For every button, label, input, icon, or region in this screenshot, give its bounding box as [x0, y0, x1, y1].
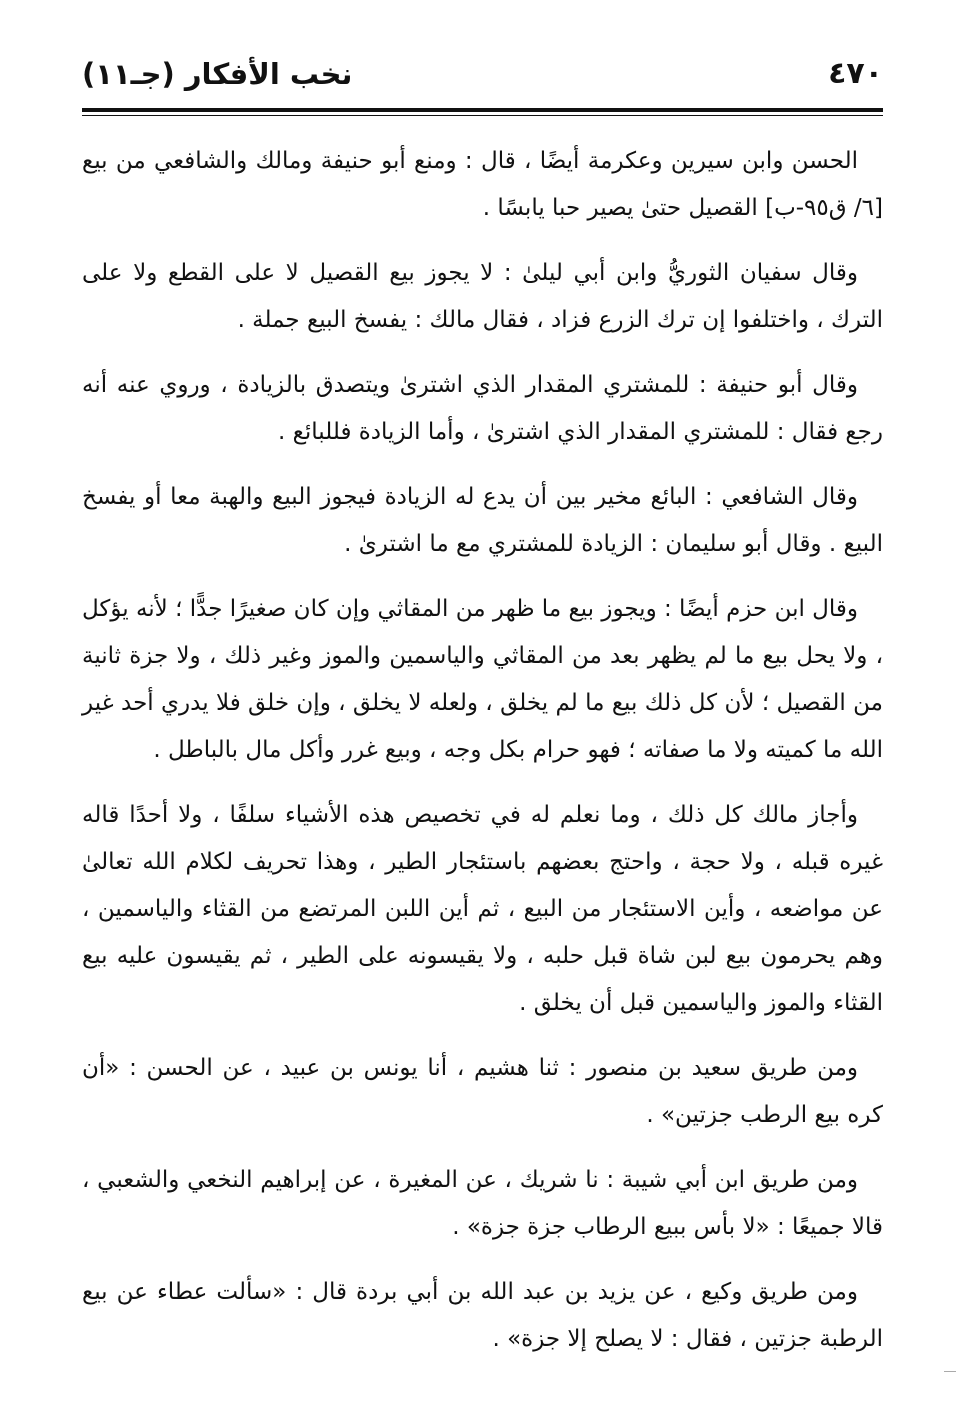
- header-rule-thin: [82, 115, 883, 116]
- paragraph: وقال سفيان الثوريُّ وابن أبي ليلىٰ : لا يجوز بيع القصيل لا على القطع ولا على الترك ، واختلفوا إن ترك الزرع فزاد ، فقال مالك : يفسخ البيع جملة .: [82, 260, 883, 333]
- paragraph: وقال أبو حنيفة : للمشتري المقدار الذي اشترىٰ ويتصدق بالزيادة ، وروي عنه أنه رجع فقال : للمشتري المقدار الذي اشترىٰ ، وأما الزيادة فللبائع .: [82, 372, 883, 445]
- paragraph: ومن طريق وكيع ، عن يزيد بن عبد الله بن أبي بردة قال : «سألت عطاء عن بيع الرطبة جزتين ، فقال : لا يصلح إلا جزة» .: [82, 1279, 883, 1352]
- paragraph: ومن طريق سعيد بن منصور : ثنا هشيم ، أنا يونس بن عبيد ، عن الحسن : «أن كره بيع الرطب جزتين» .: [82, 1055, 883, 1128]
- paragraph: الحسن وابن سيرين وعكرمة أيضًا ، قال : ومنع أبو حنيفة ومالك والشافعي من بيع [٦/ ق٩٥-ب] القصيل حتىٰ يصير حبا يابسًا .: [82, 148, 883, 221]
- running-title: نخب الأفكار (جـ١١): [82, 57, 353, 91]
- paragraph: وأجاز مالك كل ذلك ، وما نعلم له في تخصيص هذه الأشياء سلفًا ، ولا أحدًا قاله غيره قبله ، ولا حجة ، واحتج بعضهم باستئجار الطير ، وهذا تحريف لكلام الله تعالىٰ عن مواضعه ، وأين الاستئجار من البيع ، ثم أين اللبن المرتضع من القثاء والياسمين ، وهم يحرمون بيع لبن شاة قبل حلبه ، ولا يقيسونه على الطير ، ثم يقيسون عليه بيع القثاء والموز والياسمين قبل أن يخلق .: [82, 802, 883, 1016]
- page-body: [82, 138, 883, 1381]
- margin-mark: [944, 1371, 956, 1372]
- page-header: [82, 54, 883, 98]
- page-number: ٤٧٠: [828, 56, 883, 91]
- header-rule-thick: [82, 108, 883, 112]
- paragraph: ومن طريق ابن أبي شيبة : نا شريك ، عن المغيرة ، عن إبراهيم النخعي والشعبي ، قالا جميعًا : «لا بأس ببيع الرطاب جزة جزة» .: [82, 1167, 883, 1240]
- paragraph: وقال الشافعي : البائع مخير بين أن يدع له الزيادة فيجوز البيع والهبة معا أو يفسخ البيع . وقال أبو سليمان : الزيادة للمشتري مع ما اشترىٰ .: [82, 484, 883, 557]
- paragraph: وقال ابن حزم أيضًا : ويجوز بيع ما ظهر من المقاثي وإن كان صغيرًا جدًّا ؛ لأنه يؤكل ، ولا يحل بيع ما لم يظهر بعد من المقاثي والياسمين والموز وغير ذلك ، ولا جزة ثانية من القصيل ؛ لأن كل ذلك بيع ما لم يخلق ، ولعله لا يخلق ، وإن خلق فلا يدري أحد غير الله ما كميته ولا ما صفاته ؛ فهو حرام بكل وجه ، وبيع غرر وأكل مال بالباطل .: [81, 596, 883, 763]
